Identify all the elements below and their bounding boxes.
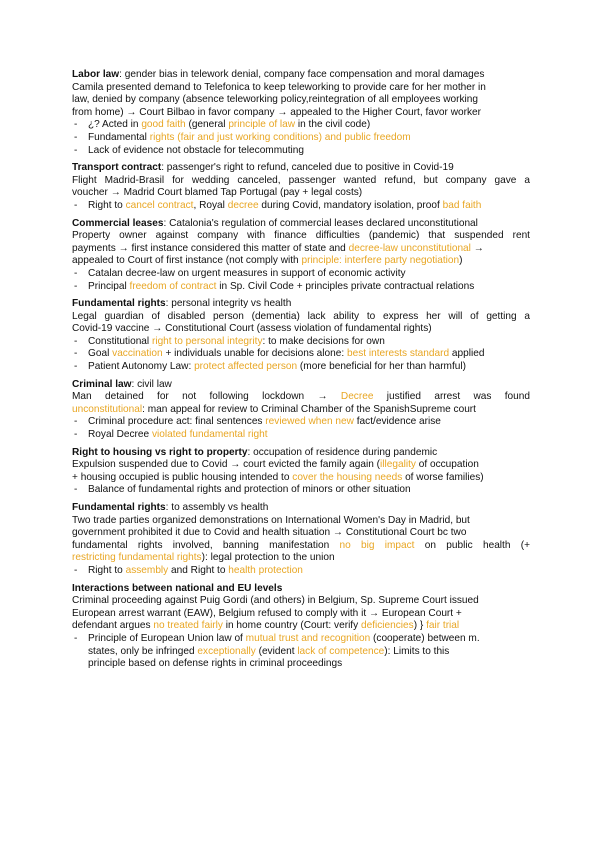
text-run: Constitutional: [88, 335, 152, 347]
highlighted-term: violated fundamental right: [151, 429, 268, 441]
highlighted-term: best interests standard: [346, 348, 450, 360]
text-run: : civil law: [131, 378, 172, 390]
paragraph-line: [72, 82, 530, 95]
topic-label: Transport contract: [72, 162, 162, 174]
note-section: [72, 69, 530, 157]
document-body: [72, 69, 530, 676]
bullet-item: [72, 200, 530, 213]
bullet-item: [72, 361, 530, 374]
text-run: ¿? Acted in: [88, 119, 142, 131]
text-run: : to make decisions for own: [262, 335, 385, 347]
paragraph-line: [72, 472, 530, 485]
text-run: : occupation of residence during pandemic: [247, 446, 438, 458]
highlighted-term: good faith: [141, 119, 186, 131]
paragraph-line: [72, 459, 530, 472]
highlighted-term: freedom of contract: [129, 280, 217, 292]
highlighted-term: fair trial: [426, 620, 460, 632]
text-run: (cooperate) between m.: [370, 632, 480, 644]
text-run: Covid-19 vaccine → Constitutional Court (assess violation of fundamental rights): [72, 323, 432, 335]
highlighted-term: restricting fundamental rights: [72, 552, 202, 564]
text-run: Principle of European Union law of: [88, 632, 246, 644]
highlighted-term: exceptionally: [197, 645, 256, 657]
text-run: Property owner against company with finance difficulties (pandemic) that suspended rent: [72, 230, 530, 242]
highlighted-term: assembly: [125, 564, 169, 576]
paragraph-line: [72, 608, 530, 621]
highlighted-term: no big impact: [339, 539, 415, 551]
highlighted-term: deficiencies: [360, 620, 414, 632]
text-run: fact/evidence arise: [353, 416, 441, 428]
text-run: European arrest warrant (EAW), Belgium refused to comply with it → European Court +: [72, 607, 462, 619]
section-heading: [72, 502, 530, 515]
highlighted-term: illegality: [380, 459, 416, 471]
highlighted-term: principle of law: [228, 119, 296, 131]
text-run: fundamental rights involved, banning manifestation: [72, 539, 340, 551]
topic-label: Criminal law: [72, 378, 132, 390]
text-run: : to assembly vs health: [165, 502, 269, 513]
text-run: , Royal: [193, 199, 228, 211]
highlighted-term: unconstitutional: [72, 403, 143, 415]
section-heading: [72, 583, 530, 596]
text-run: Flight Madrid-Brasil for wedding canceled, passenger wanted refund, but company gave a: [72, 174, 530, 186]
note-section: [72, 379, 530, 442]
text-run: Man detained for not following lockdown →: [72, 391, 341, 403]
highlighted-term: reviewed when new: [265, 416, 354, 428]
highlighted-term: right to personal integrity: [151, 335, 263, 347]
text-run: in home country (Court: verify: [222, 620, 361, 632]
text-run: + housing occupied is public housing intended to: [72, 471, 293, 483]
highlighted-term: rights (fair and just working conditions) and public freedom: [149, 131, 411, 143]
text-run: Expulsion suspended due to Covid → court evicted the family again (: [72, 459, 381, 471]
text-run: (evident: [255, 645, 298, 657]
text-run: (general: [185, 119, 229, 131]
text-run: Principal: [88, 280, 130, 292]
text-run: states, only be infringed: [88, 645, 198, 657]
highlighted-term: cancel contract: [125, 199, 194, 211]
highlighted-term: decree: [227, 199, 259, 211]
paragraph-line: [72, 540, 530, 553]
note-section: [72, 298, 530, 374]
text-run: Lack of evidence not obstacle for telecommuting: [88, 144, 305, 156]
text-run: Patient Autonomy Law:: [88, 361, 195, 373]
text-run: Right to: [88, 199, 126, 211]
paragraph-line: [72, 620, 530, 633]
paragraph-line: [72, 107, 530, 120]
text-run: : personal integrity vs health: [165, 298, 292, 310]
text-run: Two trade parties organized demonstrations on International Women's Day in Madrid, but: [72, 514, 470, 526]
highlighted-term: bad faith: [442, 199, 482, 211]
topic-label: Fundamental rights: [72, 502, 166, 513]
text-run: Legal guardian of disabled person (dementia) lack ability to express her will of getting a: [72, 310, 530, 322]
text-run: voucher → Madrid Court blamed Tap Portugal (pay + legal costs): [72, 187, 363, 199]
text-run: government prohibited it due to Covid and health situation → Constitutional Court bc two: [72, 527, 467, 539]
text-run: Fundamental: [88, 131, 150, 143]
highlighted-term: protect affected person: [194, 361, 298, 373]
note-section: [72, 502, 530, 578]
text-run: in Sp. Civil Code + principles private contractual relations: [216, 280, 475, 292]
highlighted-term: no treated fairly: [153, 620, 223, 632]
bullet-item: [72, 565, 530, 578]
text-run: on public health (+: [414, 539, 531, 551]
text-run: principle based on defense rights in criminal proceedings: [88, 658, 343, 670]
paragraph-line: [72, 243, 530, 256]
bullet-item: [72, 119, 530, 132]
text-run: : man appeal for review to Criminal Chamber of the SpanishSupreme court: [142, 403, 476, 415]
highlighted-term: vaccination: [112, 348, 163, 360]
paragraph-line: [72, 311, 530, 324]
bullet-item: [72, 429, 530, 442]
text-run: + individuals unable for decisions alone:: [162, 348, 347, 360]
text-run: : passenger's right to refund, canceled due to positive in Covid-19: [161, 162, 454, 174]
text-run: ): legal protection to the union: [201, 552, 335, 564]
topic-label: Commercial leases: [72, 217, 164, 229]
text-run: and Right to: [168, 564, 229, 576]
text-run: Criminal procedure act: final sentences: [88, 416, 266, 428]
bullet-item: [72, 268, 530, 281]
topic-label: Right to housing vs right to property: [72, 446, 248, 458]
bullet-continuation: [72, 646, 530, 659]
text-run: of occupation: [415, 459, 479, 471]
text-run: ): [459, 255, 463, 267]
text-run: from home) → Court Bilbao in favor company → appealed to the Higher Court, favor worker: [72, 106, 481, 118]
text-run: defendant argues: [72, 620, 154, 632]
text-run: (more beneficial for her than harmful): [297, 361, 466, 373]
text-run: during Covid, mandatory isolation, proof: [258, 199, 443, 211]
note-section: [72, 583, 530, 671]
paragraph-line: [72, 515, 530, 528]
highlighted-term: cover the housing needs: [292, 471, 403, 483]
paragraph-line: [72, 391, 530, 404]
text-run: Criminal proceeding against Puig Gordi (and others) in Belgium, Sp. Supreme Court issued: [72, 595, 479, 607]
bullet-item: [72, 416, 530, 429]
text-run: : Catalonia's regulation of commercial leases declared unconstitutional: [163, 217, 478, 229]
text-run: of worse families): [402, 471, 484, 483]
text-run: Goal: [88, 348, 113, 360]
text-run: Balance of fundamental rights and protection of minors or other situation: [88, 484, 411, 496]
text-run: ): Limits to this: [384, 645, 450, 657]
bullet-item: [72, 145, 530, 158]
section-heading: [72, 218, 530, 231]
text-run: Catalan decree-law on urgent measures in support of economic activity: [88, 267, 406, 279]
paragraph-line: [72, 94, 530, 107]
highlighted-term: decree-law unconstitutional: [348, 242, 471, 254]
text-run: Right to: [88, 564, 126, 576]
bullet-item: [72, 348, 530, 361]
bullet-item: [72, 633, 530, 646]
text-run: justified arrest was found: [373, 391, 530, 403]
highlighted-term: Decree: [340, 391, 374, 403]
text-run: law, denied by company (absence teleworking policy,reintegration of all employees working: [72, 94, 479, 106]
section-heading: [72, 162, 530, 175]
note-section: [72, 218, 530, 294]
text-run: payments → first instance considered this matter of state and: [72, 242, 349, 254]
paragraph-line: [72, 595, 530, 608]
paragraph-line: [72, 527, 530, 540]
bullet-continuation: [72, 658, 530, 671]
section-heading: [72, 69, 530, 82]
bullet-item: [72, 336, 530, 349]
paragraph-line: [72, 404, 530, 417]
text-run: applied: [449, 348, 485, 360]
section-heading: [72, 447, 530, 460]
section-heading: [72, 379, 530, 392]
text-run: : gender bias in telework denial, company face compensation and moral damages: [119, 69, 485, 80]
bullet-item: [72, 484, 530, 497]
text-run: Camila presented demand to Telefonica to keep teleworking to provide care for her mother in: [72, 81, 486, 93]
text-run: Royal Decree: [88, 429, 152, 441]
paragraph-line: [72, 323, 530, 336]
highlighted-term: lack of competence: [297, 645, 385, 657]
highlighted-term: mutual trust and recognition: [245, 632, 371, 644]
note-section: [72, 447, 530, 497]
text-run: appealed to Court of first instance (not comply with: [72, 255, 302, 267]
topic-label: Fundamental rights: [72, 298, 166, 310]
text-run: →: [470, 242, 484, 254]
paragraph-line: [72, 175, 530, 188]
bullet-item: [72, 281, 530, 294]
paragraph-line: [72, 255, 530, 268]
paragraph-line: [72, 187, 530, 200]
highlighted-term: health protection: [228, 564, 303, 576]
text-run: in the civil code): [295, 119, 371, 131]
topic-label: Interactions between national and EU levels: [72, 582, 283, 594]
paragraph-line: [72, 552, 530, 565]
paragraph-line: [72, 230, 530, 243]
text-run: ) }: [413, 620, 427, 632]
topic-label: Labor law: [72, 69, 120, 80]
section-heading: [72, 298, 530, 311]
note-section: [72, 162, 530, 212]
bullet-item: [72, 132, 530, 145]
highlighted-term: principle: interfere party negotiation: [301, 255, 460, 267]
